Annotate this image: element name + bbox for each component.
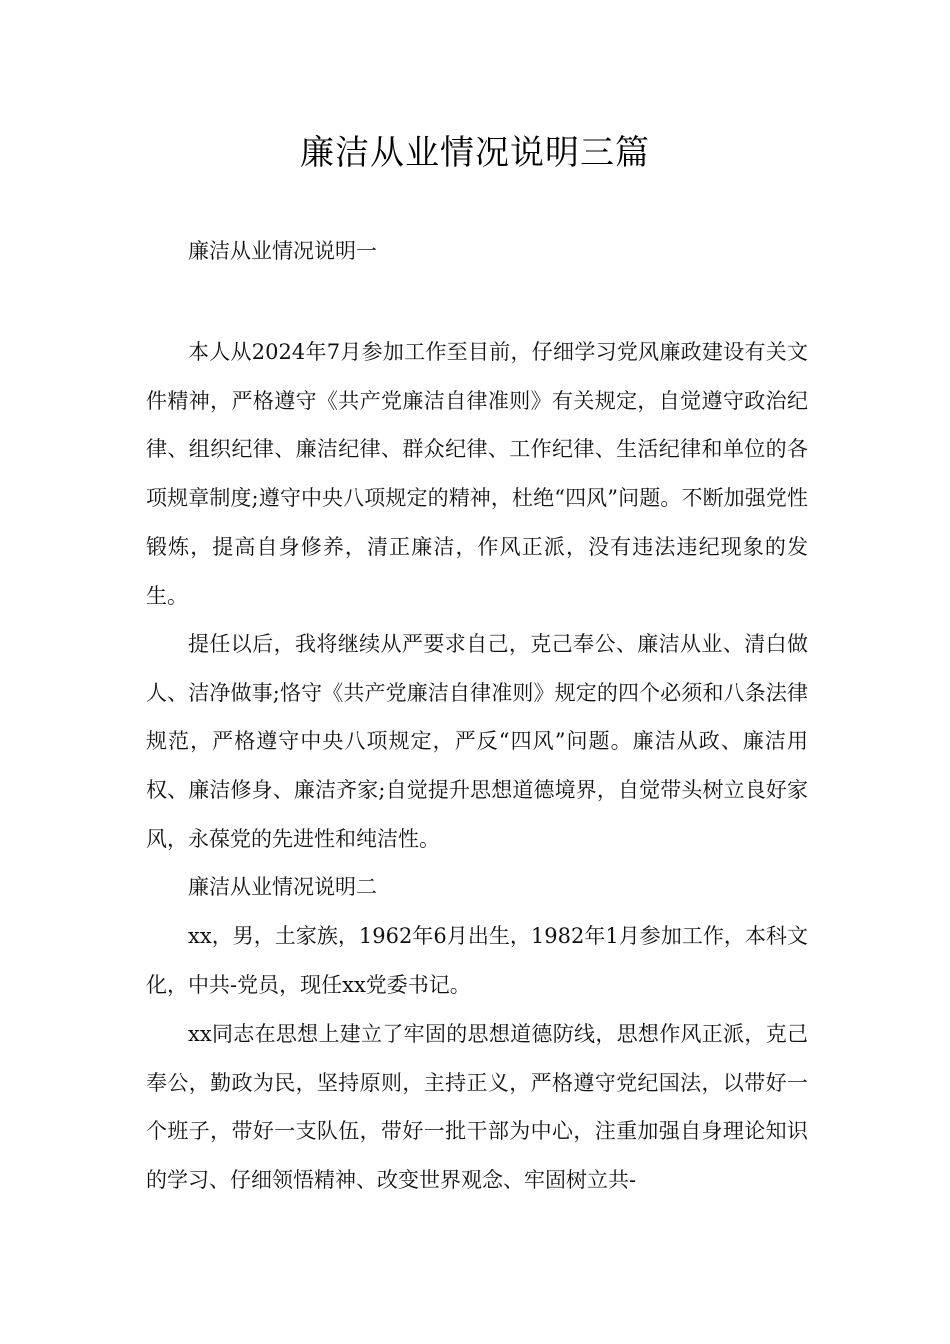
paragraph-3: xx，男，土家族，1962年6月出生，1982年1月参加工作，本科文化，中共-党员，现任xx党委书记。 [146,924,808,997]
document-title: 廉洁从业情况说明三篇 [300,133,650,173]
section-heading-2: 廉洁从业情况说明二 [188,875,377,899]
paragraph-1: 本人从2024年7月参加工作至目前，仔细学习党风廉政建设有关文件精神，严格遵守《共产党廉洁自律准则》有关规定，自觉遵守政治纪律、组织纪律、廉洁纪律、群众纪律、工作纪律、生活纪律和单位的各项规章制度;遵守中央八项规定的精神，杜绝“四风”问题。不断加强党性锻炼，提高自身修养，清正廉洁，作风正派，没有违法违纪现象的发生。 [146,340,808,608]
section-heading-1: 廉洁从业情况说明一 [188,239,377,263]
paragraph-4: xx同志在思想上建立了牢固的思想道德防线，思想作风正派，克己奉公，勤政为民，坚持原则，主持正义，严格遵守党纪国法，以带好一个班子，带好一支队伍，带好一批干部为中心，注重加强自身理论知识的学习、仔细领悟精神、改变世界观念、牢固树立共- [146,1022,808,1193]
paragraph-2: 提任以后，我将继续从严要求自己，克己奉公、廉洁从业、清白做人、洁净做事;恪守《共产党廉洁自律准则》规定的四个必须和八条法律规范，严格遵守中央八项规定，严反“四风”问题。廉洁从政、廉洁用权、廉洁修身、廉洁齐家;自觉提升思想道德境界，自觉带头树立良好家风，永葆党的先进性和纯洁性。 [146,632,808,851]
